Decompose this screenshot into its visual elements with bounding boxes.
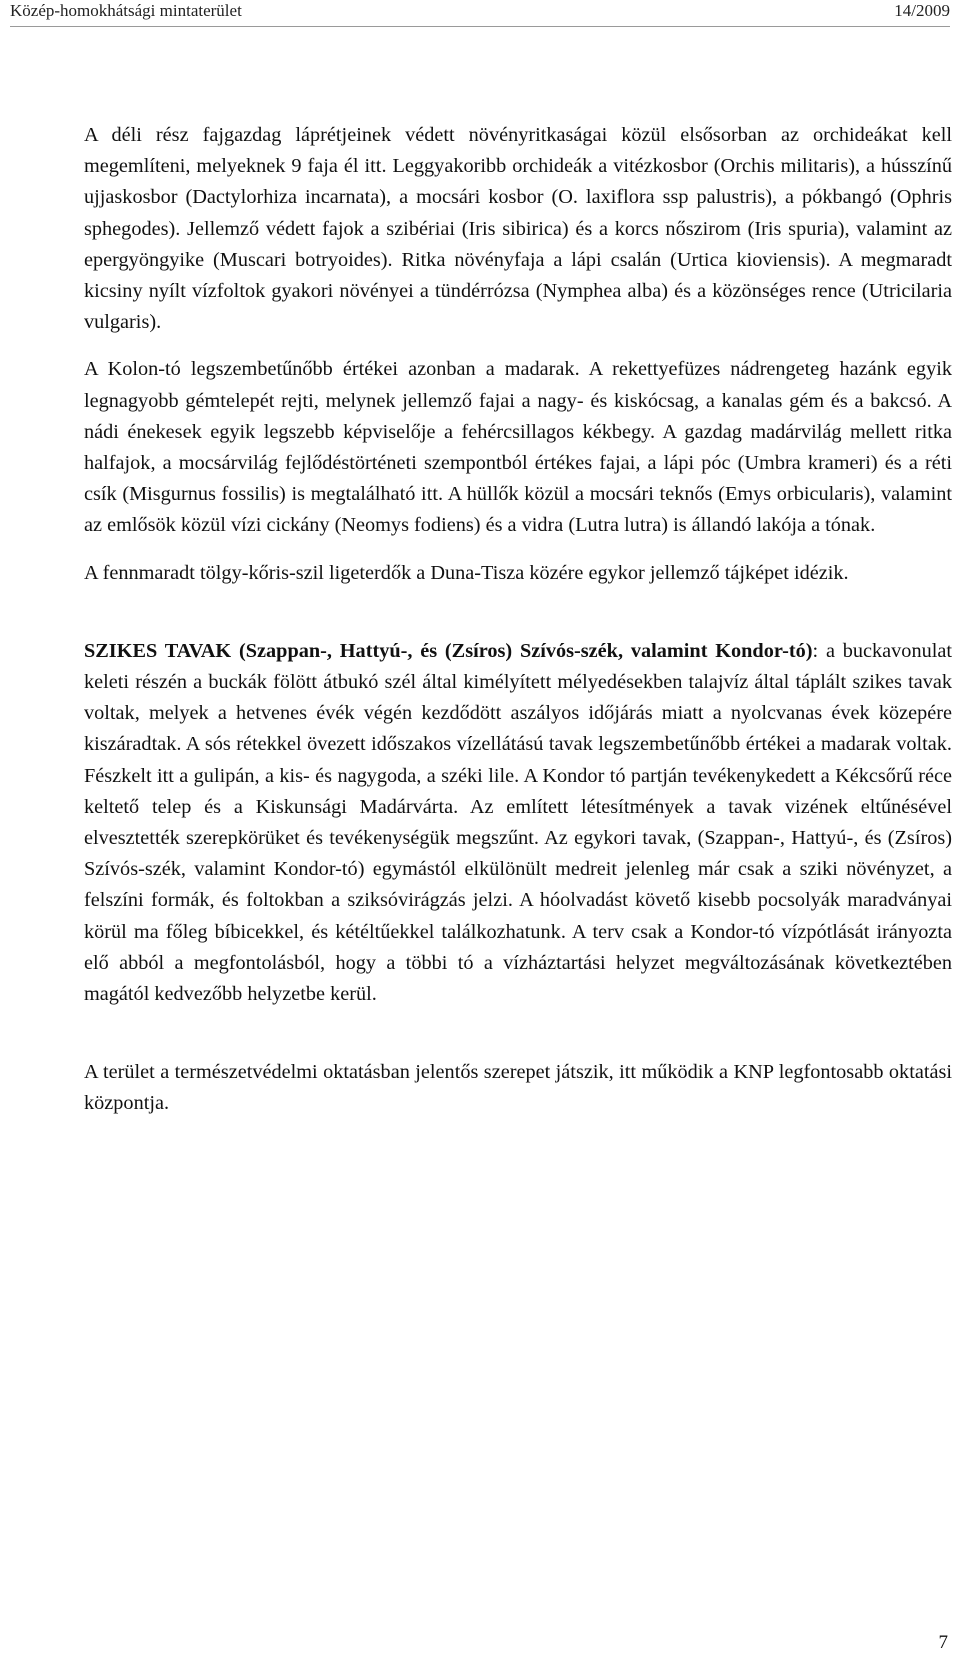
running-header	[10, 0, 950, 27]
saline-lakes-heading: SZIKES TAVAK (Szappan-, Hattyú-, és (Zsíros) Szívós-szék, valamint Kondor-tó)	[84, 639, 813, 662]
paragraph-birds: A Kolon-tó legszembetűnőbb értékei azonban a madarak. A rekettyefüzes nádrengeteg hazánk egyik legnagyobb gémtelepét rejti, melynek jellemző fajai a nagy- és kiskócsag, a kanalas gém és a bakcsó. A nádi énekesek egyik legszebb képviselője a fehércsillagos kékbegy. A gazdag madárvilág mellett ritka halfajok, a mocsárvilág fejlődéstörténeti szempontból értékes fajai, a lápi póc (Umbra krameri) és a réti csík (Misgurnus fossilis) is megtalálható itt. A hüllők közül a mocsári teknős (Emys orbicularis), valamint az emlősök közül vízi cickány (Neomys fodiens) és a vidra (Lutra lutra) is állandó lakója a tónak.	[84, 358, 952, 537]
paragraph-saline-lakes	[84, 636, 952, 1010]
header-issue: 14/2009	[894, 1, 950, 20]
paragraph-education: A terület a természetvédelmi oktatásban jelentős szerepet játszik, itt működik a KNP legfontosabb oktatási központja.	[84, 1061, 952, 1115]
paragraph-orchids: A déli rész fajgazdag láprétjeinek védett növényritkaságai közül elsősorban az orchideákat kell megemlíteni, melyeknek 9 faja él itt. Leggyakoribb orchideák a vitézkosbor (Orchis militaris), a hússzínű ujjaskosbor (Dactylorhiza incarnata), a mocsári kosbor (O. laxiflora ssp palustris), a pókbangó (Ophris sphegodes). Jellemző védett fajok a szibériai (Iris sibirica) és a korcs nőszirom (Iris spuria), valamint az epergyöngyike (Muscari botryoides). Ritka növényfaja a lápi csalán (Urtica kioviensis). A megmaradt kicsiny nyílt vízfoltok gyakori növényei a tündérrózsa (Nymphea alba) és a közönséges rence (Utricilaria vulgaris).	[84, 124, 952, 334]
body-text	[84, 120, 952, 1120]
page-number: 7	[938, 1632, 948, 1653]
saline-lakes-text: : a buckavonulat keleti részén a buckák fölött átbukó szél által kimélyített mélyedésekben talajvíz által táplált szikes tavak voltak, melyek a hetvenes évék végén kezdődött aszályos időjárás miatt a nyolcvanas évek közepére kiszáradtak. A sós rétekkel övezett időszakos vízellátású tavak legszembetűnőbb értékei a madarak voltak. Fészkelt itt a gulipán, a kis- és nagygoda, a széki lile. A Kondor tó partján tevékenykedett a Kékcsőrű réce keltető telep és a Kiskunsági Madárvárta. Az említett létesítmények a tavak vizének eltűnésével elvesztették szerepkörüket és tevékenységük megszűnt. Az egykori tavak, (Szappan-, Hattyú-, és (Zsíros) Szívós-szék, valamint Kondor-tó) egymástól elkülönült medreit jelenleg már csak a sziki növényzet, a felszíni formák, és foltokban a sziksóvirágzás jelzi. A hóolvadást követő kisebb pocsolyák maradványai körül ma főleg bíbicekkel, és kétéltűekkel találkozhatunk. A terv csak a Kondor-tó vízpótlását irányozta elő abból a megfontolásból, hogy a többi tó a vízháztartási helyzet megváltozásának következtében magától kedvezőbb helyzetbe kerül.	[84, 639, 952, 1006]
header-title: Közép-homokhátsági mintaterület	[10, 1, 242, 20]
paragraph-forests: A fennmaradt tölgy-kőris-szil ligeterdők a Duna-Tisza közére egykor jellemző tájképet idézik.	[84, 561, 849, 584]
